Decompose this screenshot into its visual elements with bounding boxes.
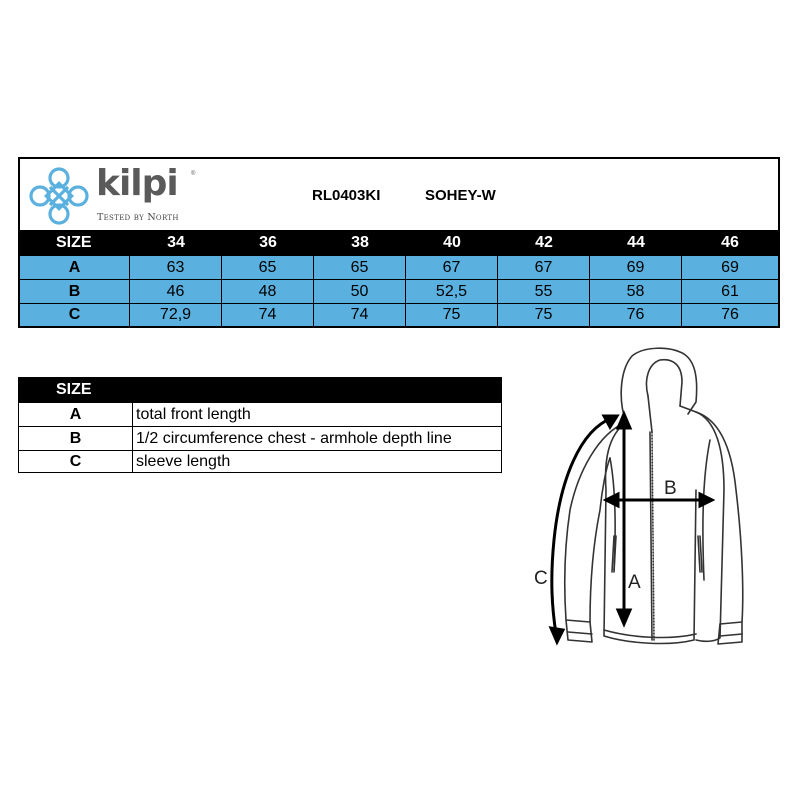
- measure-label-a: A: [628, 572, 641, 593]
- table-cell: 65: [314, 256, 406, 279]
- size-header-row: [20, 230, 778, 255]
- brand-wordmark: kilpi: [96, 163, 178, 204]
- product-name: SOHEY-W: [425, 187, 496, 204]
- table-cell: 58: [590, 280, 682, 303]
- table-cell: 65: [222, 256, 314, 279]
- table-cell: 61: [721, 282, 739, 300]
- table-cell: 55: [498, 280, 590, 303]
- table-row-c: [20, 303, 778, 326]
- legend-description: sleeve length: [136, 453, 231, 470]
- measure-label-b: B: [664, 478, 677, 499]
- table-cell: 50: [314, 280, 406, 303]
- table-cell: 63: [130, 256, 222, 279]
- legend-row-c: [19, 450, 501, 473]
- kilpi-logo: [26, 165, 201, 227]
- table-cell: 52,5: [406, 280, 498, 303]
- size-header-cell: 40: [443, 233, 461, 251]
- size-header-cell: 42: [535, 233, 553, 251]
- row-key: A: [20, 256, 130, 279]
- table-cell: 75: [406, 304, 498, 326]
- legend-header: SIZE: [19, 378, 501, 402]
- legend-key: A: [19, 403, 133, 426]
- legend-key: C: [19, 451, 133, 473]
- size-header-cell: 34: [167, 233, 185, 251]
- legend-row-b: [19, 426, 501, 450]
- size-header-cell: 36: [259, 233, 277, 251]
- legend-description: total front length: [136, 405, 251, 423]
- table-header: [20, 159, 778, 230]
- table-row-b: [20, 279, 778, 303]
- legend-row-a: [19, 402, 501, 426]
- size-header-cell: 44: [627, 233, 645, 251]
- jacket-icon: [520, 340, 760, 660]
- size-header-cell: 38: [351, 233, 369, 251]
- trademark-mark: ®: [191, 171, 196, 177]
- measurement-legend: [18, 377, 502, 473]
- row-key: C: [20, 304, 130, 326]
- table-cell: 67: [498, 256, 590, 279]
- jacket-measurement-diagram: [520, 340, 760, 660]
- table-cell: 48: [222, 280, 314, 303]
- size-header-label: SIZE: [56, 233, 92, 251]
- table-cell: 74: [314, 304, 406, 326]
- size-chart-table: [18, 157, 780, 328]
- legend-key: B: [19, 427, 133, 450]
- table-cell: 69: [590, 256, 682, 279]
- legend-description: 1/2 circumference chest - armhole depth line: [136, 429, 452, 447]
- table-cell: 74: [222, 304, 314, 326]
- table-cell: 67: [406, 256, 498, 279]
- table-cell: 69: [721, 258, 739, 276]
- celtic-knot-icon: [26, 165, 92, 227]
- table-cell: 46: [130, 280, 222, 303]
- table-row-a: [20, 255, 778, 279]
- table-cell: 76: [590, 304, 682, 326]
- table-cell: 76: [721, 306, 739, 323]
- table-cell: 75: [498, 304, 590, 326]
- table-cell: 72,9: [130, 304, 222, 326]
- brand-tagline: Tested by North: [97, 212, 179, 223]
- measure-label-c: C: [534, 568, 548, 589]
- size-header-cell: 46: [721, 233, 739, 251]
- product-code: RL0403KI: [312, 187, 381, 204]
- row-key: B: [20, 280, 130, 303]
